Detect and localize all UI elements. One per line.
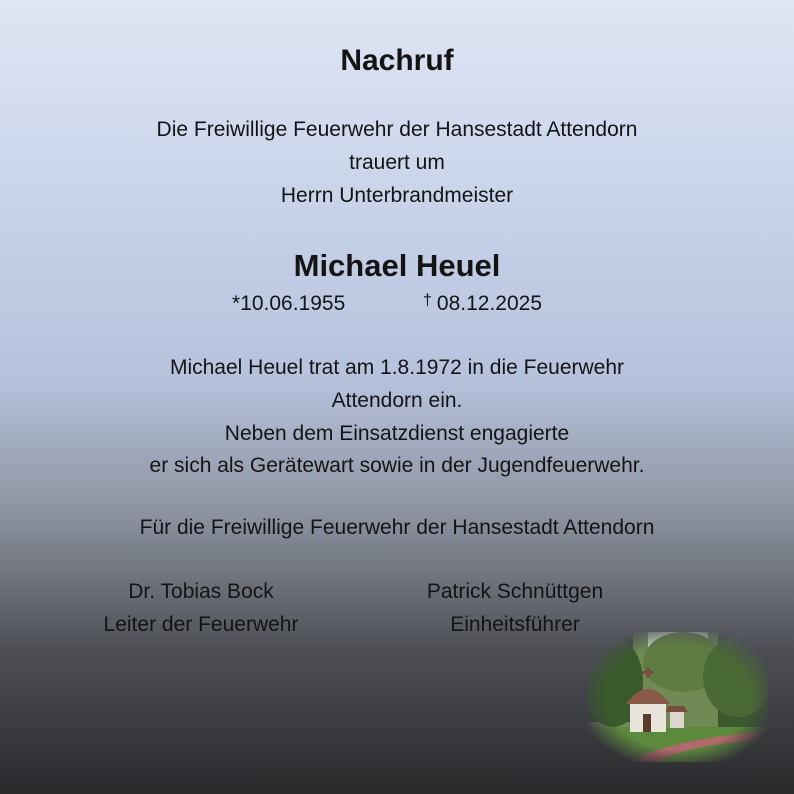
body-line: Michael Heuel trat am 1.8.1972 in die Feuerwehr (169, 356, 625, 379)
death-date: 08.12.2025 (436, 292, 543, 315)
signature-block-chief (71, 580, 331, 640)
deceased-name: Michael Heuel (293, 248, 501, 283)
death-date-group (423, 292, 542, 316)
signatory-role: Leiter der Feuerwehr (103, 613, 299, 636)
intro-line-rank: Herrn Unterbrandmeister (280, 184, 514, 207)
body-line: Attendorn ein. (331, 389, 463, 412)
chapel-photo (588, 632, 768, 762)
cross-icon: † (423, 292, 432, 309)
signatory-name: Patrick Schnüttgen (426, 580, 604, 603)
birth-date: *10.06.1955 (232, 292, 346, 315)
signatory-role: Einheitsführer (450, 613, 580, 636)
body-line: Neben dem Einsatzdienst engagierte (224, 422, 570, 445)
notice-title: Nachruf (340, 44, 454, 77)
closing-line: Für die Freiwillige Feuerwehr der Hansestadt Attendorn (139, 516, 655, 539)
signatory-name: Dr. Tobias Bock (128, 580, 274, 603)
intro-line-organization: Die Freiwillige Feuerwehr der Hansestadt Attendorn (156, 118, 638, 141)
signature-block-unit-leader (385, 580, 645, 640)
chapel-in-forest-image (588, 632, 768, 762)
body-line: er sich als Gerätewart sowie in der Jugendfeuerwehr. (149, 454, 645, 477)
intro-line-mourns: trauert um (349, 151, 445, 174)
